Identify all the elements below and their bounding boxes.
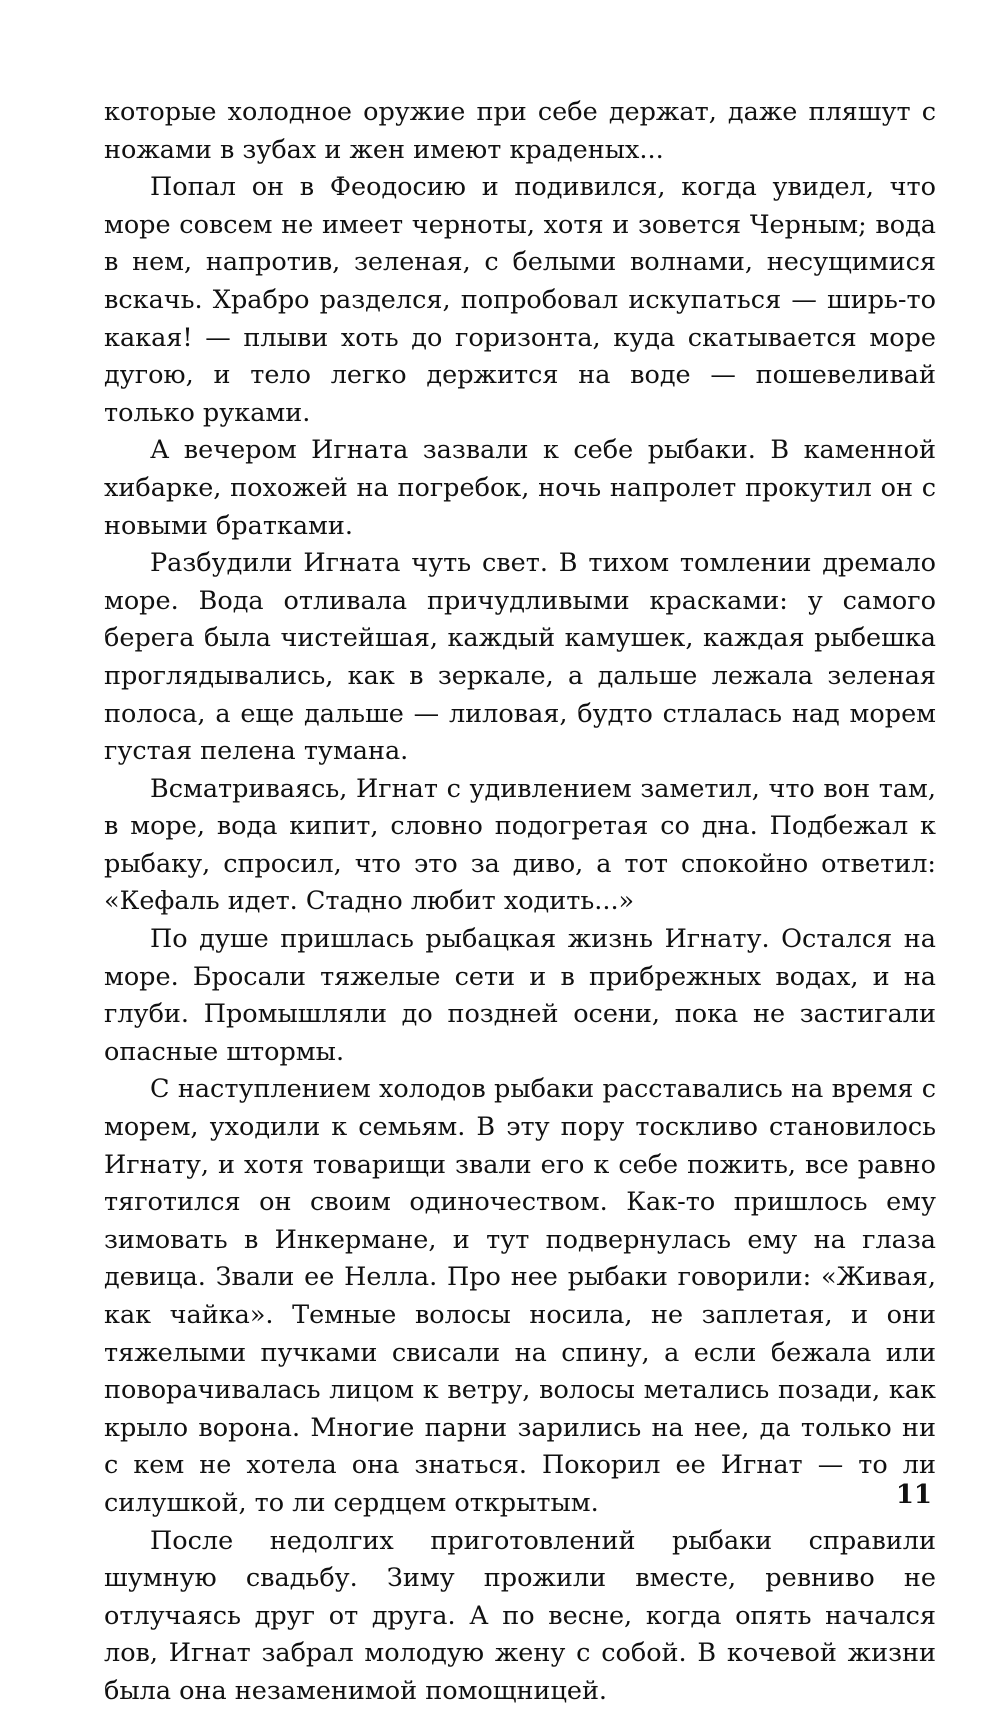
paragraph-1: которые холодное оружие при себе держат, даже пляшут с ножами в зубах и жен имеют краденых... [104, 97, 936, 165]
paragraph-6: По душе пришлась рыбацкая жизнь Игнату. Остался на море. Бросали тяжелые сети и в прибрежных водах, и на глуби. Промышляли до поздней осени, пока не застигали опасные штормы. [104, 924, 936, 1067]
page-number: 11 [895, 1480, 932, 1510]
body-text [104, 94, 936, 1711]
paragraph-7: С наступлением холодов рыбаки расставались на время с морем, уходили к семьям. В эту пору тоскливо становилось Игнату, и хотя товарищи звали его к себе пожить, все равно тяготился он своим одиночеством. Как-то пришлось ему зимовать в Инкермане, и тут подвернулась ему на глаза девица. Звали ее Нелла. Про нее рыбаки говорили: «Живая, как чайка». Темные волосы носила, не заплетая, и они тяжелыми пучками свисали на спину, а если бежала или поворачивалась лицом к ветру, волосы метались позади, как крыло ворона. Многие парни зарились на нее, да только ни с кем не хотела она знаться. Покорил ее Игнат — то ли силушкой, то ли сердцем открытым. [104, 1074, 936, 1518]
paragraph-5: Всматриваясь, Игнат с удивлением заметил, что вон там, в море, вода кипит, словно подогретая со дна. Подбежал к рыбаку, спросил, что это за диво, а тот спокойно ответил: «Кефаль идет. Стадно любит ходить...» [104, 773, 936, 917]
paragraph-3: А вечером Игната зазвали к себе рыбаки. В каменной хибарке, похожей на погребок, ночь напролет прокутил он с новыми братками. [104, 435, 936, 541]
paragraph-8: После недолгих приготовлений рыбаки справили шумную свадьбу. Зиму прожили вместе, ревниво не отлучаясь друг от друга. А по весне, когда опять начался лов, Игнат забрал молодую жену с собой. В кочевой жизни была она незаменимой помощницей. [104, 1525, 936, 1706]
paragraph-2: Попал он в Феодосию и подивился, когда увидел, что море совсем не имеет черноты, хотя и зовется Черным; вода в нем, напротив, зеленая, с белыми волнами, несущимися вскачь. Храбро разделся, попробовал искупаться — ширь-то какая! — плыви хоть до горизонта, куда скатывается море дугою, и тело легко держится на воде — пошевеливай только руками. [104, 172, 936, 428]
paragraph-4: Разбудили Игната чуть свет. В тихом томлении дремало море. Вода отливала причудливыми красками: у самого берега была чистейшая, каждый камушек, каждая рыбешка проглядывались, как в зеркале, а дальше лежала зеленая полоса, а еще дальше — лиловая, будто стлалась над морем густая пелена тумана. [104, 548, 936, 767]
